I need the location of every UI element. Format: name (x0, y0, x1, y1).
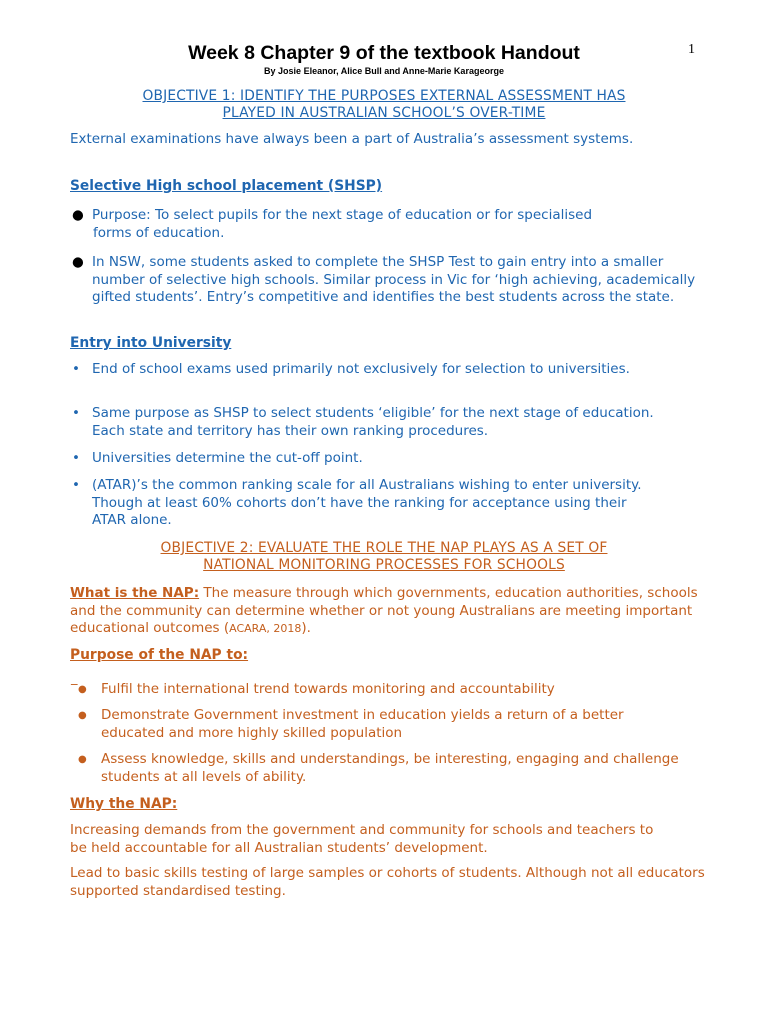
bullet-text: End of school exams used primarily not exclusively for selection to universities. (92, 361, 630, 377)
university-heading: Entry into University (70, 335, 232, 351)
bullet-icon: • (72, 361, 80, 377)
bullet-icon: • (72, 450, 80, 466)
objective-2-line-1: OBJECTIVE 2: EVALUATE THE ROLE THE NAP PLAYS AS A SET OF (160, 540, 608, 556)
bullet-text: Demonstrate Government investment in education yields a return of a better educated and more highly skilled population (101, 707, 624, 741)
what-nap-paragraph (70, 585, 710, 638)
what-nap-end: ). (301, 620, 311, 636)
bullet-text: Assess knowledge, skills and understandings, be interesting, engaging and challenge students at all levels of ability. (101, 751, 679, 785)
bullet-text (92, 207, 708, 242)
objective-2-line-2: NATIONAL MONITORING PROCESSES FOR SCHOOLS (203, 557, 565, 573)
bullet-icon: ● (78, 684, 87, 695)
document-title: Week 8 Chapter 9 of the textbook Handout (188, 42, 580, 64)
citation: ACARA, 2018 (229, 622, 302, 635)
objective-2-heading (60, 540, 708, 574)
why-nap-heading: Why the NAP: (70, 796, 178, 812)
bullet-icon: ● (72, 207, 84, 223)
objective-1-line-1: OBJECTIVE 1: IDENTIFY THE PURPOSES EXTERNAL ASSESSMENT HAS (142, 88, 626, 104)
page-number: 1 (688, 42, 695, 57)
what-nap-label: What is the NAP: (70, 585, 200, 601)
bullet-icon: ● (78, 754, 87, 765)
bullet-line: Purpose: To select pupils for the next stage of education or for specialised (92, 207, 593, 223)
bullet-line: forms of education. (93, 224, 225, 241)
bullet-text: (ATAR)’s the common ranking scale for all Australians wishing to enter university. Though at least 60% cohorts don’t have the ranking for acceptance using their ATAR alone. (92, 477, 642, 528)
bullet-text: In NSW, some students asked to complete the SHSP Test to gain entry into a smaller number of selective high schools. Similar process in Vic for ‘high achieving, academically gifted students’. Entry’s competitive and identifies the best students across the state. (92, 254, 696, 305)
bullet-icon: ● (78, 710, 87, 721)
bullet-icon: • (72, 477, 80, 493)
objective-1-heading (60, 88, 708, 122)
purpose-nap-heading: Purpose of the NAP to: (70, 647, 249, 663)
bullet-text: Fulfil the international trend towards monitoring and accountability (101, 681, 555, 697)
bullet-text: Same purpose as SHSP to select students ‘eligible’ for the next stage of education. Each state and territory has their own ranking procedures. (92, 405, 654, 439)
intro-paragraph: External examinations have always been a part of Australia’s assessment systems. (70, 131, 634, 147)
what-nap-text: The measure through which governments, education authorities, schools and the community can determine whether or not young Australians are meeting important educational outcomes ( (70, 585, 698, 636)
stray-mark: _ (71, 671, 78, 686)
shsp-heading: Selective High school placement (SHSP) (70, 178, 383, 194)
document-authors: By Josie Eleanor, Alice Bull and Anne-Marie Karageorge (264, 66, 504, 76)
why-nap-paragraph-1: Increasing demands from the government and community for schools and teachers to be held accountable for all Australian students’ development. (70, 822, 654, 856)
bullet-text: Universities determine the cut-off point. (92, 450, 363, 466)
objective-1-line-2: PLAYED IN AUSTRALIAN SCHOOL’S OVER-TIME (222, 105, 546, 121)
bullet-icon: • (72, 405, 80, 421)
bullet-icon: ● (72, 254, 84, 270)
why-nap-paragraph-2: Lead to basic skills testing of large samples or cohorts of students. Although not all educators supported standardised testing. (70, 865, 705, 899)
